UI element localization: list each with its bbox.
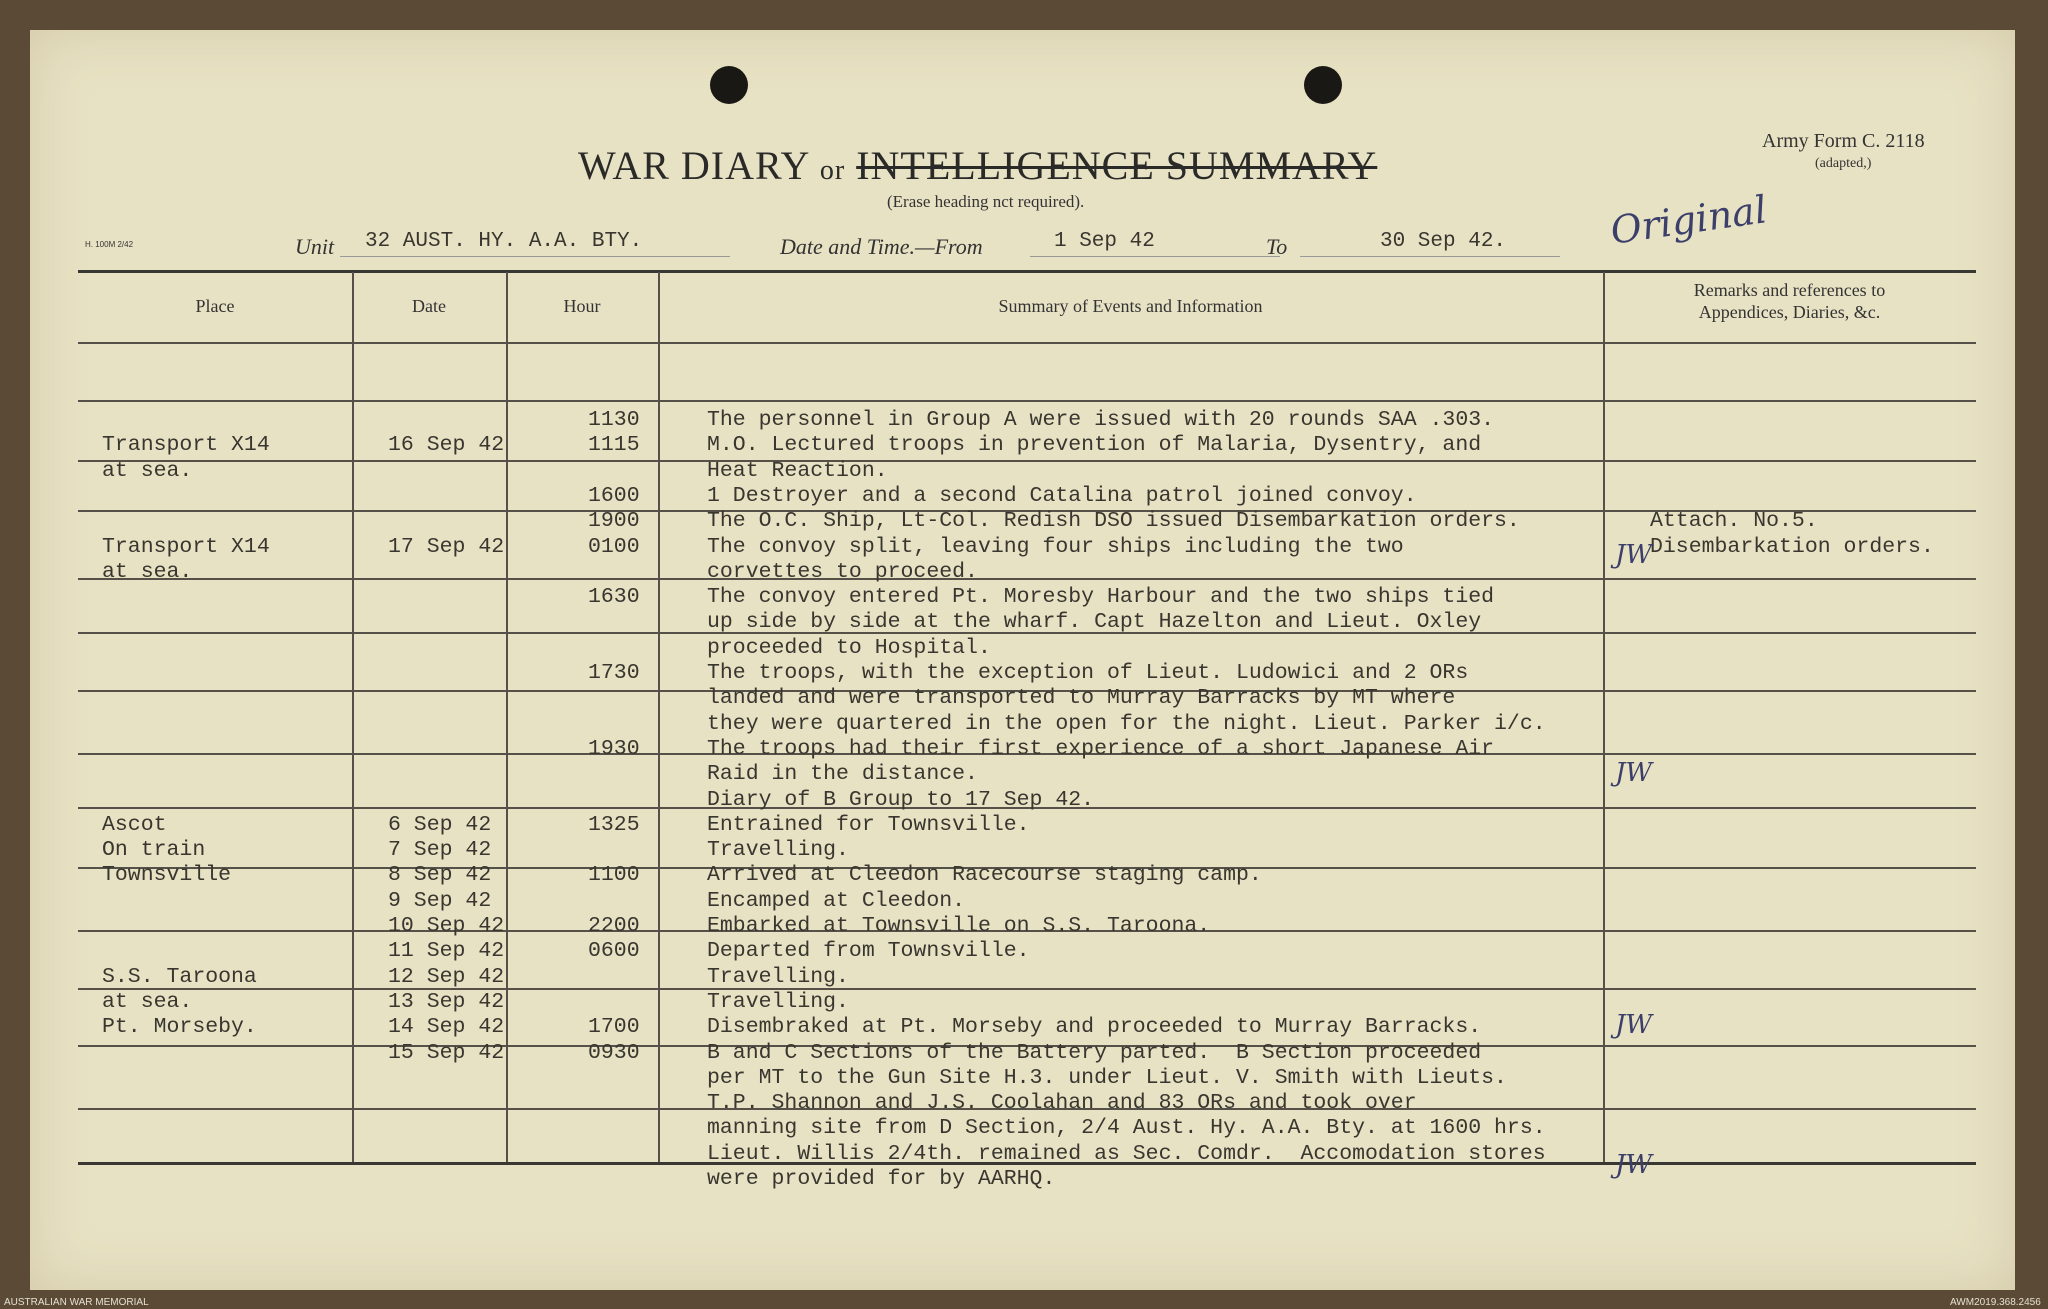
- entry-hour: 1930: [588, 736, 640, 761]
- unit-value: 32 AUST. HY. A.A. BTY.: [365, 230, 643, 253]
- punch-hole-left: [710, 66, 748, 104]
- initials-mark: JW: [1615, 1150, 1653, 1180]
- entry-hour: 1700: [588, 1015, 640, 1040]
- header-place: Place: [195, 296, 235, 316]
- footer-right: AWM2019.368.2456: [1950, 1297, 2041, 1308]
- entry-summary: Lieut. Willis 2/4th. remained as Sec. Comdr. Accomodation stores: [707, 1141, 1546, 1166]
- entry-place: at sea.: [102, 989, 193, 1014]
- entry-date: 9 Sep 42: [388, 888, 492, 913]
- entry-summary: Heat Reaction.: [707, 458, 888, 483]
- entry-hour: 1730: [588, 661, 640, 685]
- entry-place: at sea.: [102, 559, 193, 584]
- entry-summary: The convoy split, leaving four ships including the two: [707, 534, 1404, 559]
- entry-place: On train: [102, 838, 206, 863]
- title-war-diary: WAR DIARY: [578, 143, 809, 188]
- entry-date: 12 Sep 42: [388, 964, 505, 989]
- entry-summary: Travelling.: [707, 989, 849, 1014]
- entry-hour: 1900: [588, 509, 640, 534]
- header-remarks-line2: Appendices, Diaries, &c.: [1698, 302, 1881, 322]
- row-rule: [78, 988, 1976, 990]
- to-value: 30 Sep 42.: [1380, 230, 1507, 253]
- entry-summary: Raid in the distance.: [707, 762, 978, 787]
- header-bottom-border: [78, 342, 1976, 344]
- entry-remark: Attach. No.5.: [1650, 509, 1818, 534]
- entry-place: Townsville: [102, 863, 232, 888]
- column-divider-hour-summary: [658, 272, 660, 1162]
- entry-summary: Entrained for Townsville.: [707, 812, 1030, 837]
- page-title: [578, 142, 1377, 189]
- entry-summary: Travelling.: [707, 964, 849, 989]
- entry-summary: The troops had their first experience of a short Japanese Air: [707, 736, 1495, 761]
- entry-summary: Arrived at Cleedon Racecourse staging camp.: [707, 863, 1262, 888]
- entry-summary: manning site from D Section, 2/4 Aust. Hy. A.A. Bty. at 1600 hrs.: [707, 1116, 1546, 1141]
- entry-date: 11 Sep 42: [388, 939, 505, 964]
- entry-summary: B and C Sections of the Battery parted. B Section proceeded: [707, 1040, 1482, 1065]
- entry-remark: Disembarkation orders.: [1650, 534, 1934, 559]
- unit-underline: [340, 256, 730, 257]
- entry-summary: proceeded to Hospital.: [707, 635, 991, 660]
- entry-summary: up side by side at the wharf. Capt Hazelton and Lieut. Oxley: [707, 610, 1482, 635]
- row-rule: [78, 400, 1976, 402]
- entry-summary: Diary of B Group to 17 Sep 42.: [707, 787, 1095, 812]
- print-code: H. 100M 2/42: [85, 240, 134, 249]
- initials-mark: JW: [1615, 758, 1653, 788]
- initials-mark: JW: [1615, 1010, 1653, 1040]
- entry-hour: 1600: [588, 483, 640, 508]
- column-divider-date-hour: [506, 272, 508, 1162]
- entry-date: 7 Sep 42: [388, 838, 492, 863]
- entry-summary: 1 Destroyer and a second Catalina patrol joined convoy.: [707, 483, 1417, 508]
- army-form-label: Army Form C. 2118: [1762, 130, 1925, 152]
- column-divider-place-date: [352, 272, 354, 1162]
- entry-summary: landed and were transported to Murray Barracks by MT where: [707, 686, 1456, 711]
- entry-summary: corvettes to proceed.: [707, 559, 978, 584]
- entry-date: 17 Sep 42: [388, 534, 505, 559]
- title-or: or: [819, 155, 846, 186]
- table-top-border: [78, 270, 1976, 273]
- header-remarks-line1: Remarks and references to: [1693, 280, 1886, 300]
- footer-left: AUSTRALIAN WAR MEMORIAL: [4, 1297, 149, 1308]
- entry-summary: Travelling.: [707, 838, 849, 863]
- datetime-label: Date and Time.—From: [780, 234, 983, 259]
- from-value: 1 Sep 42: [1054, 230, 1155, 253]
- entry-summary: T.P. Shannon and J.S. Coolahan and 83 ORs and took over: [707, 1091, 1417, 1116]
- row-rule: [78, 578, 1976, 580]
- entry-summary: M.O. Lectured troops in prevention of Malaria, Dysentry, and: [707, 433, 1482, 458]
- column-divider-summary-remarks: [1603, 272, 1605, 1162]
- entry-place: at sea.: [102, 458, 193, 483]
- entry-date: 13 Sep 42: [388, 989, 505, 1014]
- entry-summary: Embarked at Townsville on S.S. Taroona.: [707, 914, 1211, 938]
- entry-summary: per MT to the Gun Site H.3. under Lieut. V. Smith with Lieuts.: [707, 1065, 1507, 1090]
- from-underline: [1030, 256, 1280, 257]
- to-label: To: [1266, 234, 1288, 259]
- entry-hour: 0100: [588, 534, 640, 559]
- entry-summary: Departed from Townsville.: [707, 939, 1030, 964]
- entry-summary: they were quartered in the open for the night. Lieut. Parker i/c.: [707, 711, 1546, 736]
- entry-hour: 1630: [588, 585, 640, 610]
- entry-date: 10 Sep 42: [388, 914, 505, 938]
- handwritten-original: Original: [1607, 187, 1770, 253]
- entry-date: 8 Sep 42: [388, 863, 492, 888]
- entry-hour: 2200: [588, 914, 640, 938]
- entry-summary: The O.C. Ship, Lt-Col. Redish DSO issued Disembarkation orders.: [707, 509, 1520, 534]
- entry-date: 14 Sep 42: [388, 1015, 505, 1040]
- entry-place: S.S. Taroona: [102, 964, 257, 989]
- entry-hour: 1100: [588, 863, 640, 888]
- row-rule: [78, 460, 1976, 462]
- header-hour: Hour: [563, 296, 601, 316]
- to-underline: [1300, 256, 1560, 257]
- entry-place: Transport X14: [102, 534, 270, 559]
- entry-hour: 0600: [588, 939, 640, 964]
- entry-hour: 0930: [588, 1040, 640, 1065]
- entry-hour: 1130: [588, 408, 640, 432]
- entry-summary: The convoy entered Pt. Moresby Harbour and the two ships tied: [707, 585, 1495, 610]
- entry-place: Ascot: [102, 812, 167, 837]
- entry-summary: Encamped at Cleedon.: [707, 888, 966, 913]
- unit-label: Unit: [295, 234, 335, 259]
- erase-note: (Erase heading nct required).: [887, 192, 1085, 211]
- entry-place: Pt. Morseby.: [102, 1015, 257, 1040]
- punch-hole-right: [1304, 66, 1342, 104]
- entry-date: 15 Sep 42: [388, 1040, 505, 1065]
- entry-hour: 1325: [588, 812, 640, 837]
- header-date: Date: [412, 296, 446, 316]
- entry-summary: were provided for by AARHQ.: [707, 1167, 1056, 1191]
- entry-date: 6 Sep 42: [388, 812, 492, 837]
- entry-summary: Disembraked at Pt. Morseby and proceeded to Murray Barracks.: [707, 1015, 1482, 1040]
- adapted-label: (adapted,): [1815, 156, 1872, 171]
- entry-place: Transport X14: [102, 433, 270, 458]
- entry-summary: The troops, with the exception of Lieut. Ludowici and 2 ORs: [707, 661, 1469, 685]
- entry-date: 16 Sep 42: [388, 433, 505, 458]
- header-summary: Summary of Events and Information: [998, 296, 1263, 316]
- initials-mark: JW: [1615, 540, 1653, 570]
- entry-summary: The personnel in Group A were issued with 20 rounds SAA .303.: [707, 408, 1495, 432]
- diary-page: [30, 30, 2015, 1290]
- entry-hour: 1115: [588, 433, 640, 458]
- title-struck-intelligence-summary: INTELLIGENCE SUMMARY: [856, 143, 1378, 188]
